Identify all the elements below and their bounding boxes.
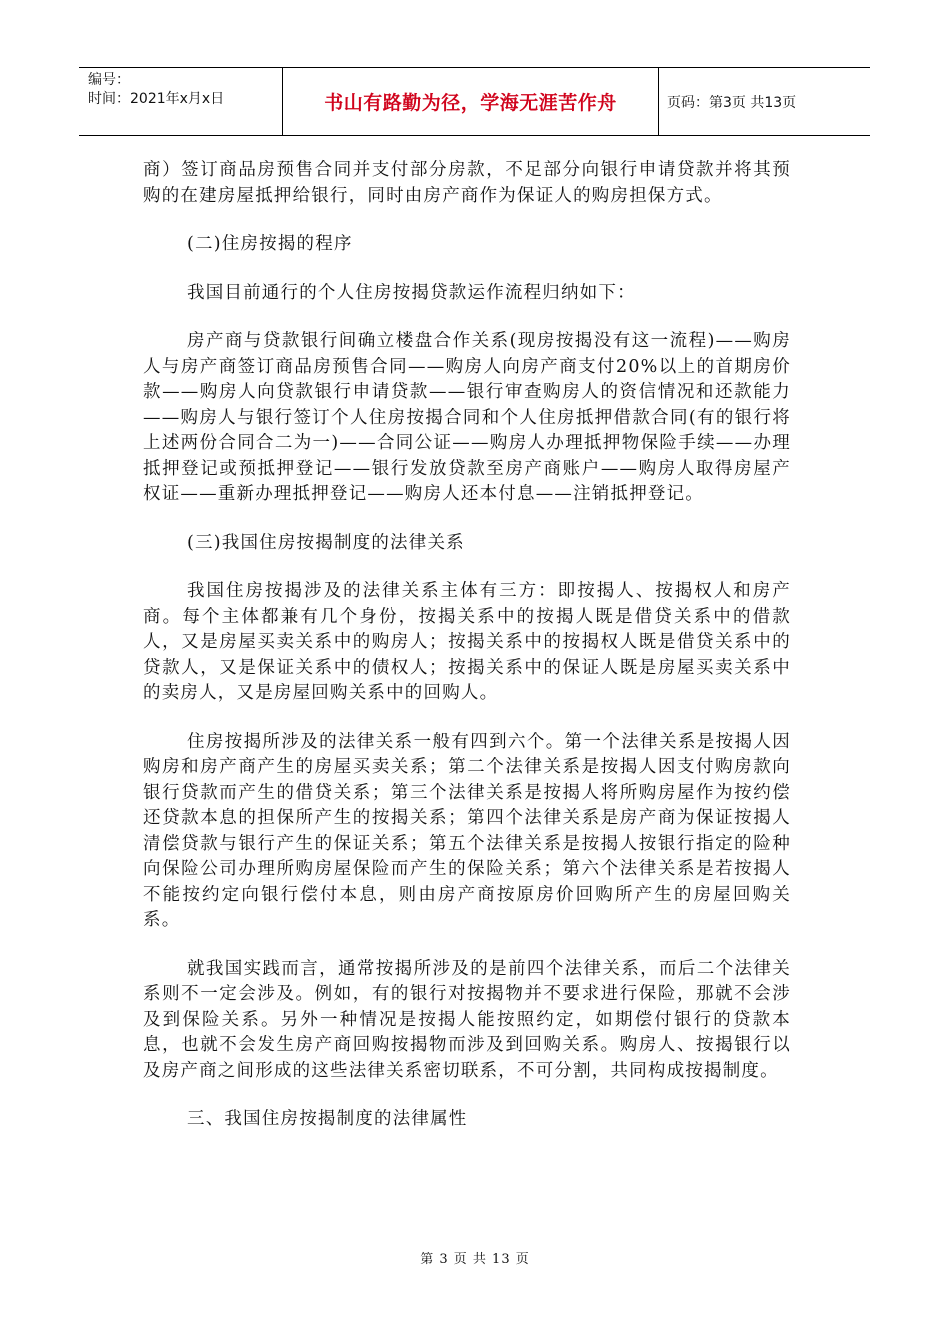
section-heading-legal-attributes: 三、我国住房按揭制度的法律属性: [187, 1109, 468, 1129]
header-page-info: 页码：第3页 共13页: [667, 94, 797, 111]
paragraph-practice: 就我国实践而言，通常按揭所涉及的是前四个法律关系，而后二个法律关系则不一定会涉及。例如，有的银行对按揭物并不要求进行保险，那就不会涉及到保险关系。另外一种情况是按揭人能按照约定，如期偿付银行的贷款本息，也就不会发生房产商回购按揭物而涉及到回购关系。购房人、按揭银行以及房产商之间形成的这些法律关系密切联系，不可分割，共同构成按揭制度。: [143, 958, 791, 1081]
paragraph-process-flow: 房产商与贷款银行间确立楼盘合作关系(现房按揭没有这一流程)——购房人与房产商签订商品房预售合同——购房人向房产商支付20%以上的首期房价款——购房人向贷款银行申请贷款——银行审查购房人的资信情况和还款能力——购房人与银行签订个人住房按揭合同和个人住房抵押借款合同(有的银行将上述两份合同合二为一)——合同公证——购房人办理抵押物保险手续——办理抵押登记或预抵押登记——银行发放贷款至房产商账户——购房人取得房屋产权证——重新办理抵押登记——购房人还本付息——注销抵押登记。: [143, 331, 791, 504]
document-number-label: 编号：: [88, 72, 130, 88]
section-heading-procedure: (二)住房按揭的程序: [187, 234, 353, 254]
paragraph-continuation: 商）签订商品房预售合同并支付部分房款，不足部分向银行申请贷款并将其预购的在建房屋抵押给银行，同时由房产商作为保证人的购房担保方式。: [143, 160, 791, 206]
page-header: [79, 67, 870, 136]
header-motto: 书山有路勤为径，学海无涯苦作舟: [283, 68, 659, 135]
page-footer: 第 3 页 共 13 页: [420, 1252, 530, 1267]
section-heading-legal-relations: (三)我国住房按揭制度的法律关系: [187, 532, 465, 553]
paragraph-legal-relations-list: 住房按揭所涉及的法律关系一般有四到六个。第一个法律关系是按揭人因购房和房产商产生的房屋买卖关系；第二个法律关系是按揭人因支付购房款向银行贷款而产生的借贷关系；第三个法律关系是按揭人将所购房屋作为按约偿还贷款本息的担保所产生的按揭关系；第四个法律关系是房产商为保证按揭人清偿贷款与银行产生的保证关系；第五个法律关系是按揭人按银行指定的险种向保险公司办理所购房屋保险而产生的保险关系；第六个法律关系是若按揭人不能按约定向银行偿付本息，则由房产商按原房价回购所产生的房屋回购关系。: [143, 731, 791, 930]
document-body: [143, 158, 791, 1156]
header-meta: [79, 68, 283, 135]
document-time-label: 时间：2021年x月x日: [88, 91, 225, 107]
paragraph-process-intro: 我国目前通行的个人住房按揭贷款运作流程归纳如下：: [187, 282, 636, 303]
paragraph-legal-subjects: 我国住房按揭涉及的法律关系主体有三方：即按揭人、按揭权人和房产商。每个主体都兼有几个身份，按揭关系中的按揭人既是借贷关系中的借款人，又是房屋买卖关系中的购房人；按揭关系中的按揭权人既是借贷关系中的贷款人，又是保证关系中的债权人；按揭关系中的保证人既是房屋买卖关系中的卖房人，又是房屋回购关系中的回购人。: [143, 581, 791, 703]
